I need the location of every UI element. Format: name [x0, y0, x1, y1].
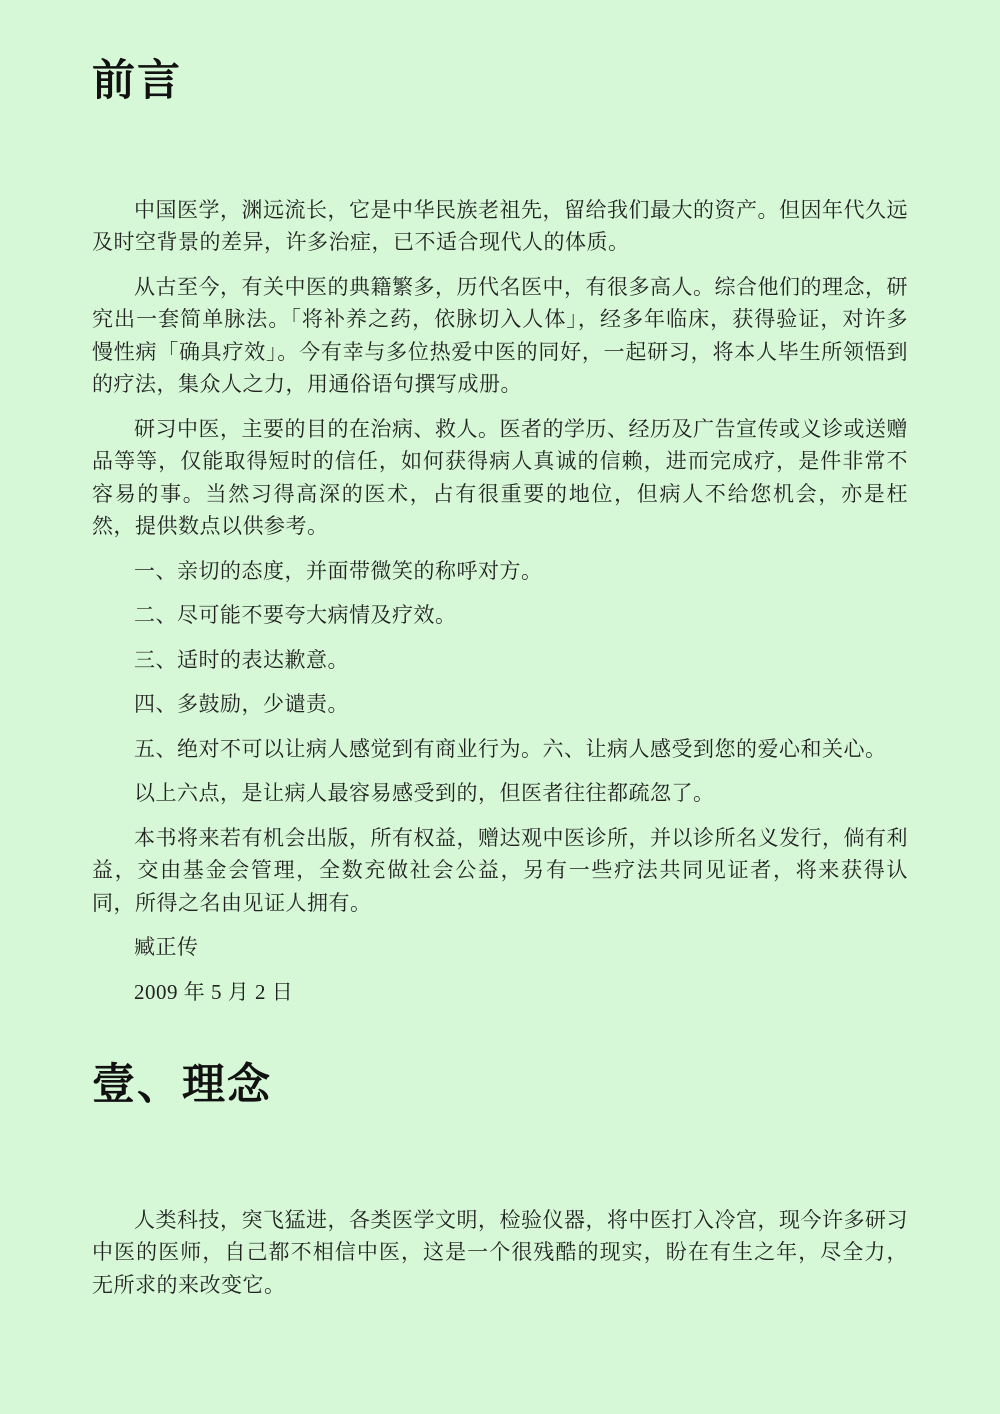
paragraph: 研习中医，主要的目的在治病、救人。医者的学历、经历及广告宣传或义诊或送赠品等等，仅能取得短时的信任，如何获得病人真诚的信赖，进而完成疗，是件非常不容易的事。当然习得高深的医术，占有很重要的地位，但病人不给您机会，亦是枉然，提供数点以供参考。	[92, 416, 908, 539]
section-concept	[92, 1060, 908, 1301]
list-item: 五、绝对不可以让病人感觉到有商业行为。六、让病人感受到您的爱心和关心。	[134, 736, 887, 761]
paragraph: 人类科技，突飞猛进，各类医学文明，检验仪器，将中医打入冷宫，现今许多研习中医的医师，自己都不相信中医，这是一个很残酷的现实，盼在有生之年，尽全力，无所求的来改变它。	[92, 1207, 908, 1297]
section-preface	[92, 56, 908, 1008]
list-item: 三、适时的表达歉意。	[134, 647, 349, 672]
paragraph: 以上六点，是让病人最容易感受到的，但医者往往都疏忽了。	[134, 781, 715, 806]
date-line: 2009 年 5 月 2 日	[134, 979, 294, 1004]
list-item: 四、多鼓励，少谴责。	[134, 692, 349, 717]
paragraph: 中国医学，渊远流长，它是中华民族老祖先，留给我们最大的资产。但因年代久远及时空背景的差异，许多治症，已不适合现代人的体质。	[92, 197, 908, 255]
list-item: 一、亲切的态度，并面带微笑的称呼对方。	[134, 558, 543, 583]
section-heading-concept: 壹、理念	[92, 1062, 272, 1110]
section-heading-preface: 前言	[92, 58, 182, 105]
signature: 臧正传	[134, 935, 199, 960]
list-item: 二、尽可能不要夸大病情及疗效。	[134, 603, 457, 628]
paragraph: 从古至今，有关中医的典籍繁多，历代名医中，有很多高人。综合他们的理念，研究出一套简单脉法。「将补养之药，依脉切入人体」，经多年临床，获得验证，对许多慢性病「确具疗效」。今有幸与多位热爱中医的同好，一起研习，将本人毕生所领悟到的疗法，集众人之力，用通俗语句撰写成册。	[92, 274, 908, 397]
paragraph: 本书将来若有机会出版，所有权益，赠达观中医诊所，并以诊所名义发行，倘有利益，交由基金会管理，全数充做社会公益，另有一些疗法共同见证者，将来获得认同，所得之名由见证人拥有。	[92, 825, 908, 915]
